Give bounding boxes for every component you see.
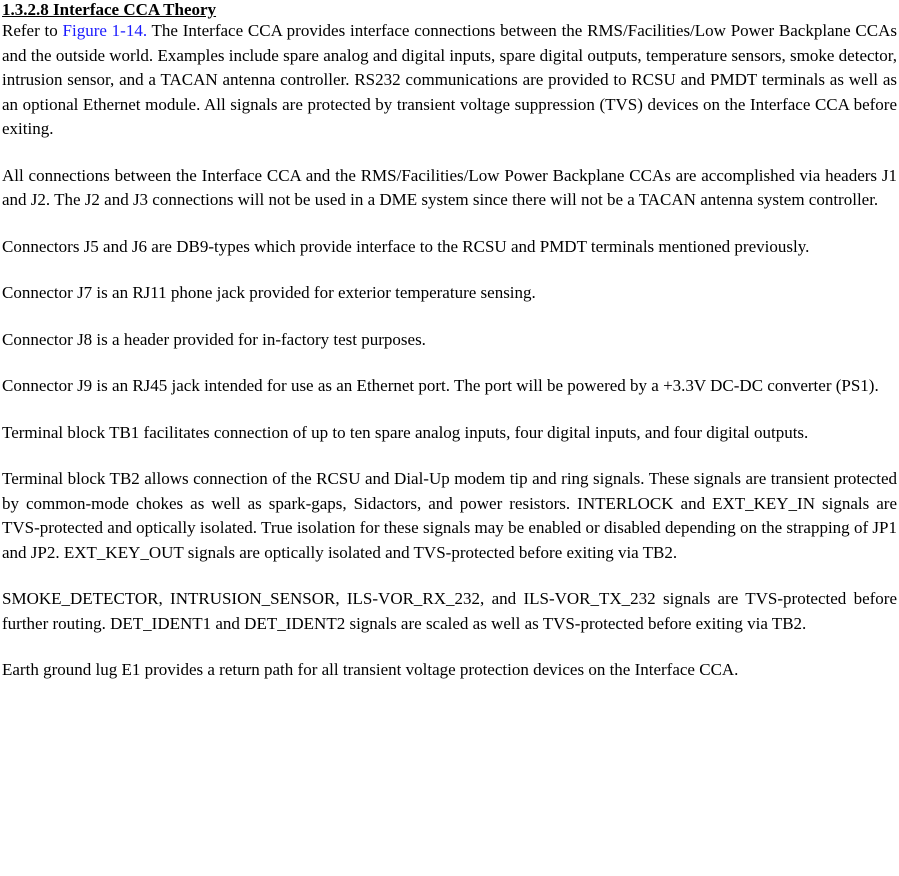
- paragraph-rj45-connector: Connector J9 is an RJ45 jack intended for use as an Ethernet port. The port will be powered by a +3.3V DC-DC converter (PS1).: [2, 376, 879, 395]
- section-heading: 1.3.2.8 Interface CCA Theory: [2, 0, 217, 19]
- paragraph-earth-ground: Earth ground lug E1 provides a return path for all transient voltage protection devices on the Interface CCA.: [2, 660, 739, 679]
- paragraph-overview-post: The Interface CCA provides interface connections between the RMS/Facilities/Low Power Backplane CCAs and the outside world. Examples include spare analog and digital inputs, spare digital outputs, temperature sensors, smoke detector, intrusion sensor, and a TACAN antenna controller. RS232 communications are provided to RCSU and PMDT terminals as well as an optional Ethernet module. All signals are protected by transient voltage suppression (TVS) devices on the Interface CCA before exiting.: [2, 21, 897, 138]
- paragraph-overview-pre: Refer to: [2, 21, 63, 40]
- paragraph-tvs-signals: SMOKE_DETECTOR, INTRUSION_SENSOR, ILS-VOR_RX_232, and ILS-VOR_TX_232 signals are TVS-protected before further routing. DET_IDENT1 and DET_IDENT2 signals are scaled as well as TVS-protected before exiting via TB2.: [2, 589, 897, 633]
- paragraph-gap: [2, 352, 897, 374]
- paragraph-headers: All connections between the Interface CCA and the RMS/Facilities/Low Power Backplane CCAs are accomplished via headers J1 and J2. The J2 and J3 connections will not be used in a DME system since there will not be a TACAN antenna system controller.: [2, 165, 897, 209]
- paragraph-gap: [2, 445, 897, 467]
- paragraph-terminal-block-tb1: Terminal block TB1 facilitates connection of up to ten spare analog inputs, four digital inputs, and four digital outputs.: [2, 422, 809, 442]
- paragraph-gap: [2, 259, 897, 281]
- paragraph-overview: [2, 19, 897, 142]
- paragraph-terminal-block-tb2: Terminal block TB2 allows connection of the RCSU and Dial-Up modem tip and ring signals. These signals are transient protected by common-mode chokes as well as spark-gaps, Sidactors, and power resistors. INTERLOCK and EXT_KEY_IN signals are TVS-protected and optically isolated. True isolation for these signals may be enabled or disabled depending on the strapping of JP1 and JP2. EXT_KEY_OUT signals are optically isolated and TVS-protected before exiting via TB2.: [2, 469, 897, 562]
- paragraph-rj11-connector: Connector J7 is an RJ11 phone jack provided for exterior temperature sensing.: [2, 283, 536, 302]
- figure-reference-link[interactable]: Figure 1-14.: [62, 21, 148, 40]
- paragraph-gap: [2, 565, 897, 587]
- paragraph-gap: [2, 213, 897, 235]
- paragraph-db9-connectors: Connectors J5 and J6 are DB9-types which provide interface to the RCSU and PMDT terminals mentioned previously.: [2, 236, 810, 256]
- paragraph-test-header: Connector J8 is a header provided for in-factory test purposes.: [2, 329, 426, 349]
- paragraph-gap: [2, 142, 897, 164]
- paragraph-gap: [2, 399, 897, 421]
- paragraph-gap: [2, 636, 897, 658]
- paragraph-gap: [2, 306, 897, 328]
